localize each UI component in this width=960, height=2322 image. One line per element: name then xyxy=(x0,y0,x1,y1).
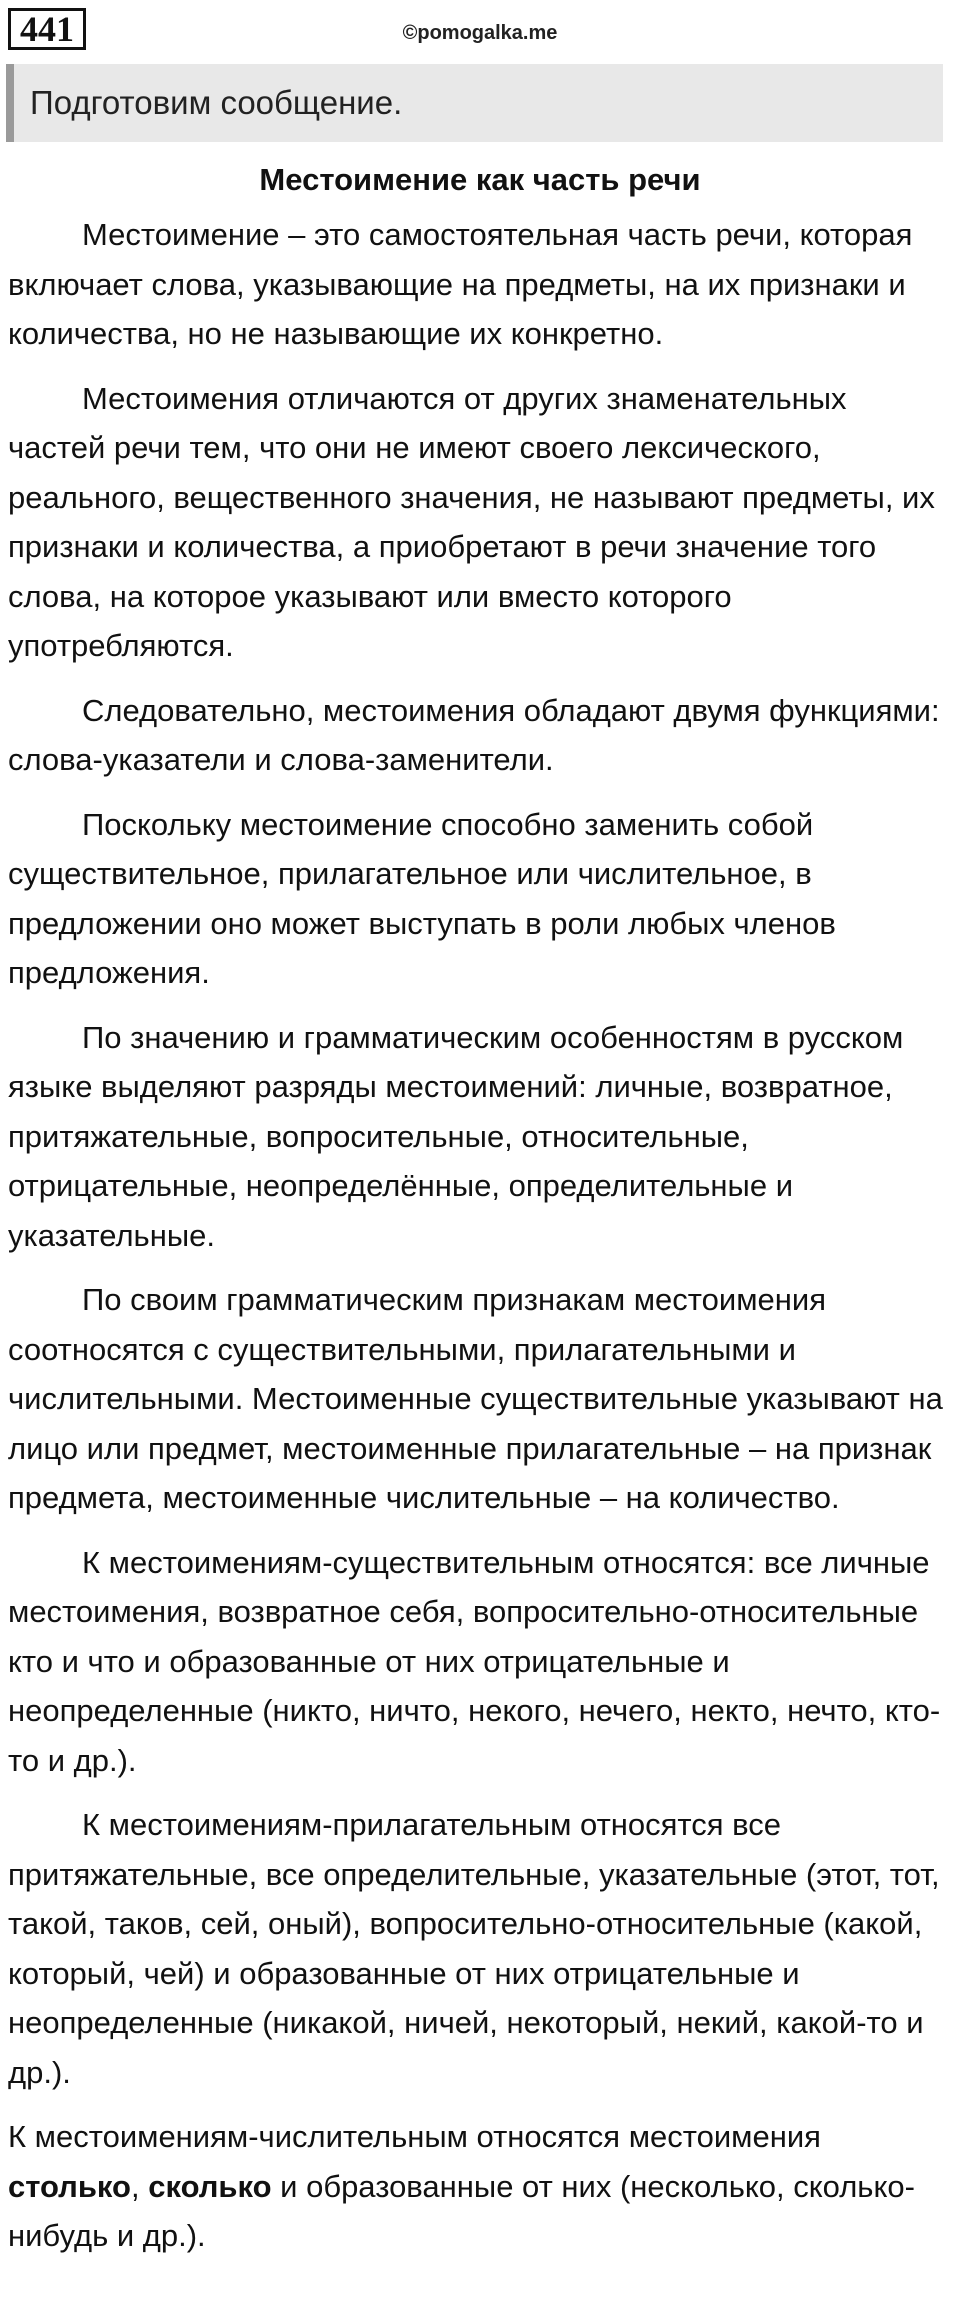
task-banner: Подготовим сообщение. xyxy=(6,64,943,142)
paragraph-9-prefix: К местоимениям-числительным относятся местоимения xyxy=(8,2119,821,2154)
paragraph-7: К местоимениям-существительным относятся: все личные местоимения, возвратное себя, вопросительно-относительные кто и что и образованные от них отрицательные и неопределенные (никто, ничто, некого, нечего, некто, нечто, кто-то и др.). xyxy=(8,1544,941,1778)
article-heading: Местоимение как часть речи xyxy=(259,162,701,197)
paragraph-2: Местоимения отличаются от других знаменательных частей речи тем, что они не имеют своего лексического, реального, вещественного значения, не называют предметы, их признаки и количества, а приобретают в речи значение того слова, на которое указывают или вместо которого употребляются. xyxy=(8,380,935,663)
paragraph-9-suffix: и образованные от них (несколько, сколько-нибудь и др.). xyxy=(8,2168,915,2253)
paragraph-6: По своим грамматическим признакам местоимения соотносятся с существительными, прилагательными и числительными. Местоименные существительные указывают на лицо или предмет, местоименные прилагательные – на признак предмета, местоименные числительные – на количество. xyxy=(8,1282,943,1515)
paragraph-1: Местоимение – это самостоятельная часть речи, которая включает слова, указывающие на предметы, на их признаки и количества, но не называющие их конкретно. xyxy=(8,217,913,351)
paragraph-9-separator: , xyxy=(130,2168,149,2204)
paragraph-8: К местоимениям-прилагательным относятся все притяжательные, все определительные, указательные (этот, тот, такой, таков, сей, оный), вопросительно-относительные (какой, который, чей) и образованные от них отрицательные и неопределенные (никакой, ничей, некоторый, некий, какой-то и др.). xyxy=(8,1807,940,2090)
paragraph-4: Поскольку местоимение способно заменить собой существительное, прилагательное или числительное, в предложении оно может выступать в роли любых членов предложения. xyxy=(8,806,836,990)
bold-term-skolko: сколько xyxy=(148,2168,272,2204)
paragraph-9 xyxy=(8,2112,952,2261)
paragraph-3: Следовательно, местоимения обладают двумя функциями: слова-указатели и слова-заменители. xyxy=(8,692,940,777)
article xyxy=(8,160,952,2276)
paragraph-5: По значению и грамматическим особенностям в русском языке выделяют разряды местоимений: личные, возвратное, притяжательные, вопросительные, относительные, отрицательные, неопределённые, определительные и указательные. xyxy=(8,1019,904,1253)
task-number: 441 xyxy=(8,8,86,50)
bold-term-stolko: столько xyxy=(8,2168,131,2204)
watermark: ©pomogalka.me xyxy=(402,22,558,44)
